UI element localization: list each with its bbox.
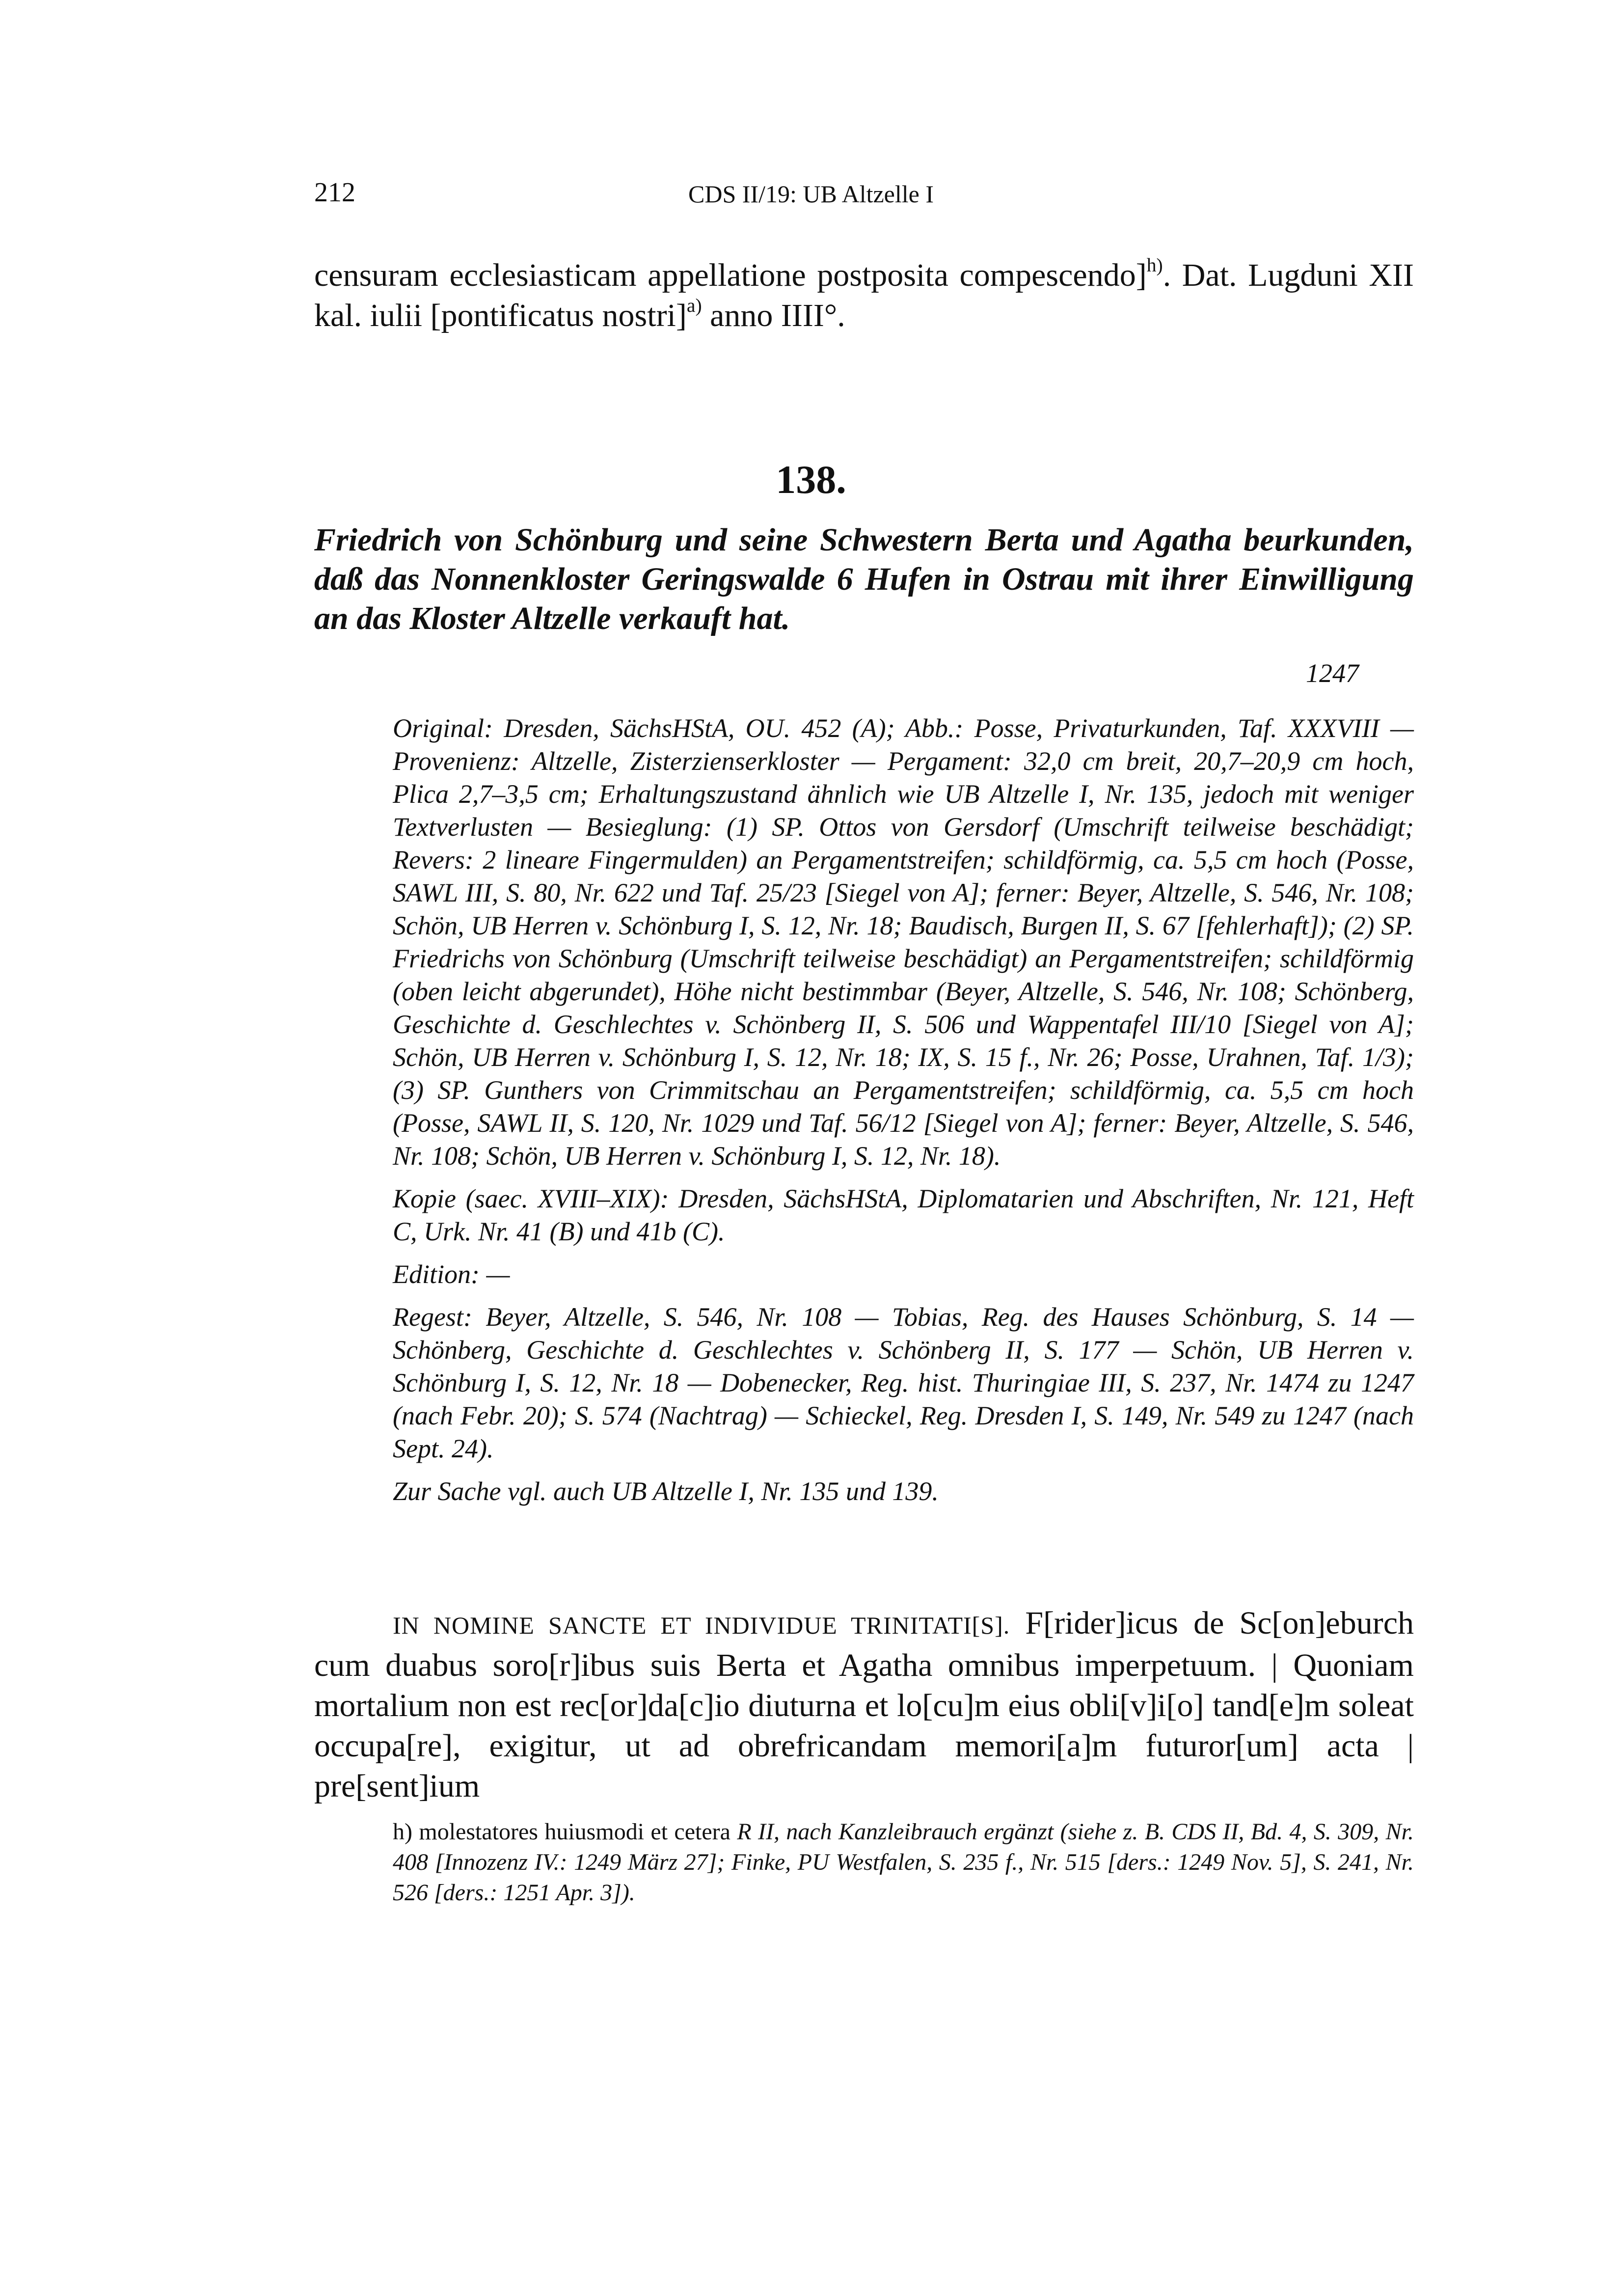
page-number: 212 bbox=[314, 177, 355, 208]
footnote-text: molestatores huiusmodi et cetera bbox=[412, 1819, 737, 1845]
footnote-h bbox=[393, 1817, 1414, 1908]
footnote-ref-a: a) bbox=[686, 295, 702, 317]
apparatus-original: Original: Dresden, SächsHStA, OU. 452 (A); Abb.: Posse, Privaturkunden, Taf. XXXVIII — Provenienz: Altzelle, Zisterzienserkloster — Pergament: 32,0 cm breit, 20,7–20,9 cm hoch, Plica 2,7–3,5 cm; Erhaltungszustand ähnlich wie UB Altzelle I, Nr. 135, jedoch mit weniger Textverlusten — Besieglung: (1) SP. Ottos von Gersdorf (Umschrift teilweise beschädigt; Revers: 2 lineare Fingermulden) an Pergamentstreifen; schildförmig, ca. 5,5 cm hoch (Posse, SAWL III, S. 80, Nr. 622 und Taf. 25/23 [Siegel von A]; ferner: Beyer, Altzelle, S. 546, Nr. 108; Schön, UB Herren v. Schönburg I, S. 12, Nr. 18; Baudisch, Burgen II, S. 67 [fehlerhaft]); (2) SP. Friedrichs von Schönburg (Umschrift teilweise beschädigt) an Pergamentstreifen; schildförmig (oben leicht abgerundet), Höhe nicht bestimmbar (Beyer, Altzelle, S. 546, Nr. 108; Schönberg, Geschichte d. Geschlechtes v. Schönberg II, S. 506 und Wappentafel III/10 [Siegel von A]; Schön, UB Herren v. Schönburg I, S. 12, Nr. 18; IX, S. 15 f., Nr. 26; Posse, Urahnen, Taf. 1/3); (3) SP. Gunthers von Crimmitschau an Pergamentstreifen; schildförmig, ca. 5,5 cm hoch (Posse, SAWL II, S. 120, Nr. 1029 und Taf. 56/12 [Siegel von A]; ferner: Beyer, Altzelle, S. 546, Nr. 108; Schön, UB Herren v. Schönburg I, S. 12, Nr. 18). bbox=[393, 713, 1414, 1171]
charter-text bbox=[314, 1603, 1414, 1806]
continuation-line-b: . Dat. Lugduni XII kal. iulii [pontificatus nostri] bbox=[314, 257, 1414, 333]
continuation-line: censuram ecclesiasticam appellatione postposita compescendo] bbox=[314, 257, 1147, 293]
apparatus-zur-sache: Zur Sache vgl. auch UB Altzelle I, Nr. 135 und 139. bbox=[393, 1476, 939, 1506]
continuation-text bbox=[314, 255, 1414, 336]
invocatio: IN NOMINE SANCTE ET INDIVIDUE TRINITATI[S]. bbox=[393, 1612, 1010, 1639]
continuation-line-c: anno IIII°. bbox=[702, 298, 845, 333]
regest-heading: Friedrich von Schönburg und seine Schwestern Berta und Agatha beurkunden, daß das Nonnenkloster Geringswalde 6 Hufen in Ostrau mit ihrer Einwilligung an das Kloster Altzelle verkauft hat. bbox=[314, 522, 1414, 636]
running-title: CDS II/19: UB Altzelle I bbox=[688, 180, 934, 208]
document-date: 1247 bbox=[1306, 658, 1359, 688]
document-number: 138. bbox=[776, 457, 846, 502]
charter-body: F[rider]icus de Sc[on]eburch cum duabus soro[r]ibus suis Berta et Agatha omnibus imperpetuum. | Quoniam mortalium non est rec[or]da[c]io diuturna et lo[cu]m eius obli[v]i[o] tand[e]m soleat occupa[re], exigitur, ut ad obrefricandam memori[a]m futuror[um] acta | pre[sent]ium bbox=[314, 1605, 1414, 1804]
footnote-text-italic: R II, nach Kanzleibrauch ergänzt (siehe z. B. CDS II, Bd. 4, S. 309, Nr. 408 [Innozenz IV.: 1249 März 27]; Finke, PU Westfalen, S. 235 f., Nr. 515 [ders.: 1249 Nov. 5], S. 241, Nr. 526 [ders.: 1251 Apr. 3]). bbox=[393, 1819, 1414, 1906]
critical-apparatus bbox=[393, 712, 1414, 1518]
apparatus-regest: Regest: Beyer, Altzelle, S. 546, Nr. 108 — Tobias, Reg. des Hauses Schönburg, S. 14 — Schönberg, Geschichte d. Geschlechtes v. Schönberg II, S. 177 — Schön, UB Herren v. Schönburg I, S. 12, Nr. 18 — Dobenecker, Reg. hist. Thuringiae III, S. 237, Nr. 1474 zu 1247 (nach Febr. 20); S. 574 (Nachtrag) — Schieckel, Reg. Dresden I, S. 149, Nr. 549 zu 1247 (nach Sept. 24). bbox=[393, 1302, 1414, 1463]
footnote-ref-h: h) bbox=[1146, 254, 1163, 276]
footnote-label: h) bbox=[393, 1819, 412, 1845]
apparatus-kopie: Kopie (saec. XVIII–XIX): Dresden, SächsHStA, Diplomatarien und Abschriften, Nr. 121, Heft C, Urk. Nr. 41 (B) und 41b (C). bbox=[393, 1184, 1414, 1246]
running-header bbox=[0, 177, 1622, 221]
apparatus-edition: Edition: — bbox=[393, 1259, 510, 1289]
